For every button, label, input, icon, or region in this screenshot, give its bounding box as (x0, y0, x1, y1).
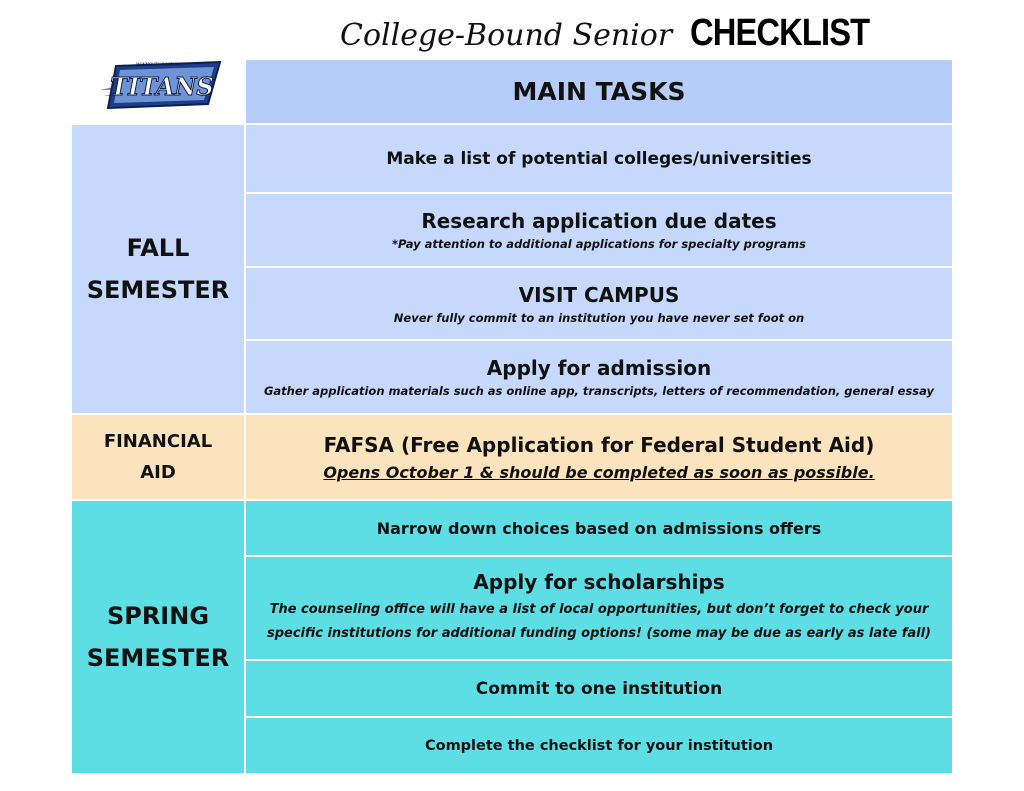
spring-task-scholarships (246, 557, 952, 659)
fall-task-apply-admission (246, 341, 952, 413)
fall-label-line1: FALL (126, 234, 190, 262)
task-title: Commit to one institution (475, 678, 723, 699)
financial-label-line2: AID (140, 462, 176, 483)
spring-task-complete-checklist (246, 718, 952, 773)
task-note-line1: The counseling office will have a list of local opportunities, but don’t forget to check your (269, 602, 929, 617)
title-script: College-Bound Senior (340, 18, 673, 53)
fall-semester-label-cell (72, 125, 244, 413)
spring-label-line2: SEMESTER (86, 644, 230, 672)
task-title: Make a list of potential colleges/universities (386, 148, 812, 169)
spring-task-narrow-choices (246, 501, 952, 555)
fall-task-research-dates (246, 194, 952, 266)
task-title: Apply for admission (486, 356, 712, 380)
task-title: Narrow down choices based on admissions offers (376, 518, 822, 538)
fafsa-title: FAFSA (Free Application for Federal Student Aid) (323, 432, 875, 457)
financial-task-fafsa (246, 415, 952, 499)
logo-subtext: MONMOUTH-ROSEVILLE (136, 62, 184, 67)
fall-task-visit-campus (246, 268, 952, 339)
task-note-line2: specific institutions for additional funding options! (some may be due as early as late fall) (266, 626, 932, 641)
fafsa-note: Opens October 1 & should be completed as soon as possible. (323, 462, 875, 482)
page-title (340, 12, 899, 62)
task-note: Gather application materials such as online app, transcripts, letters of recommendation, general essay (263, 384, 935, 398)
task-note: Never fully commit to an institution you have never set foot on (393, 310, 805, 325)
task-title: Apply for scholarships (473, 570, 725, 594)
fall-label-line2: SEMESTER (86, 276, 230, 304)
task-title: Research application due dates (421, 209, 777, 233)
spring-task-commit (246, 661, 952, 716)
spring-semester-label-cell (72, 501, 244, 773)
financial-label-line1: FINANCIAL (103, 431, 213, 452)
titans-logo (98, 52, 226, 118)
main-tasks-header (246, 60, 952, 123)
logo-text: TITANS (110, 72, 214, 101)
task-title: VISIT CAMPUS (518, 282, 680, 307)
task-title: Complete the checklist for your institution (424, 737, 774, 754)
fall-task-make-list (246, 125, 952, 192)
main-tasks-label: MAIN TASKS (512, 77, 686, 106)
spring-label-line1: SPRING (106, 602, 210, 630)
financial-aid-label-cell (72, 415, 244, 499)
title-checklist: CHECKLIST (690, 12, 870, 54)
task-note: *Pay attention to additional applications for specialty programs (392, 237, 806, 251)
